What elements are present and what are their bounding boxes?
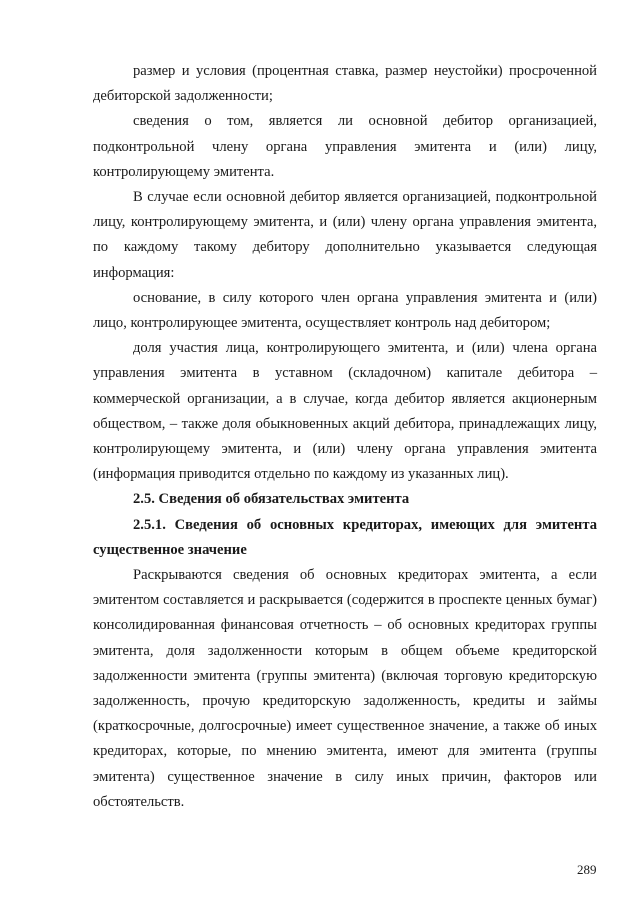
document-page: [93, 59, 597, 815]
section-heading: 2.5. Сведения об обязательствах эмитента: [133, 491, 410, 508]
paragraph-additional-info: В случае если основной дебитор является организацией, подконтрольной лицу, контролирующему эмитента, и (или) члену органа управления эмитента, по каждому такому дебитору дополнительно указывается следующая информация:: [93, 189, 597, 281]
paragraph-main-creditors: Раскрываются сведения об основных кредиторах эмитента, а если эмитентом составляется и раскрывается (содержится в проспекте ценных бумаг) консолидированная финансовая отчетность – об основных кредиторах группы эмитента, доля задолженности которым в общем объеме кредиторской задолженности эмитента (группы эмитента) (включая торговую кредиторскую задолженность, прочую кредиторскую задолженность, кредиты и займы (краткосрочные, долгосрочные) имеет существенное значение, а также об иных кредиторах, которые, по мнению эмитента, имеют для эмитента (группы эмитента) существенное значение в силу иных причин, факторов или обстоятельств.: [93, 567, 597, 810]
subsection-heading: 2.5.1. Сведения об основных кредиторах, имеющих для эмитента существенное значение: [93, 516, 597, 558]
page-number: 289: [577, 862, 597, 877]
paragraph-participation-share: доля участия лица, контролирующего эмитента, и (или) члена органа управления эмитента в уставном (складочном) капитале дебитора – коммерческой организации, а в случае, когда дебитор является акционерным обществом, – также доля обыкновенных акций дебитора, принадлежащих лицу, контролирующему эмитента, и (или) члену органа управления эмитента (информация приводится отдельно по каждому из указанных лиц).: [93, 340, 597, 483]
paragraph-control-basis: основание, в силу которого член органа управления эмитента и (или) лицо, контролирующее эмитента, осуществляет контроль над дебитором;: [93, 289, 597, 332]
paragraph-overdue-terms: размер и условия (процентная ставка, размер неустойки) просроченной дебиторской задолженности;: [93, 63, 597, 105]
paragraph-debtor-controlled: сведения о том, является ли основной дебитор организацией, подконтрольной члену органа управления эмитента и (или) лицу, контролирующему эмитента.: [93, 113, 597, 180]
